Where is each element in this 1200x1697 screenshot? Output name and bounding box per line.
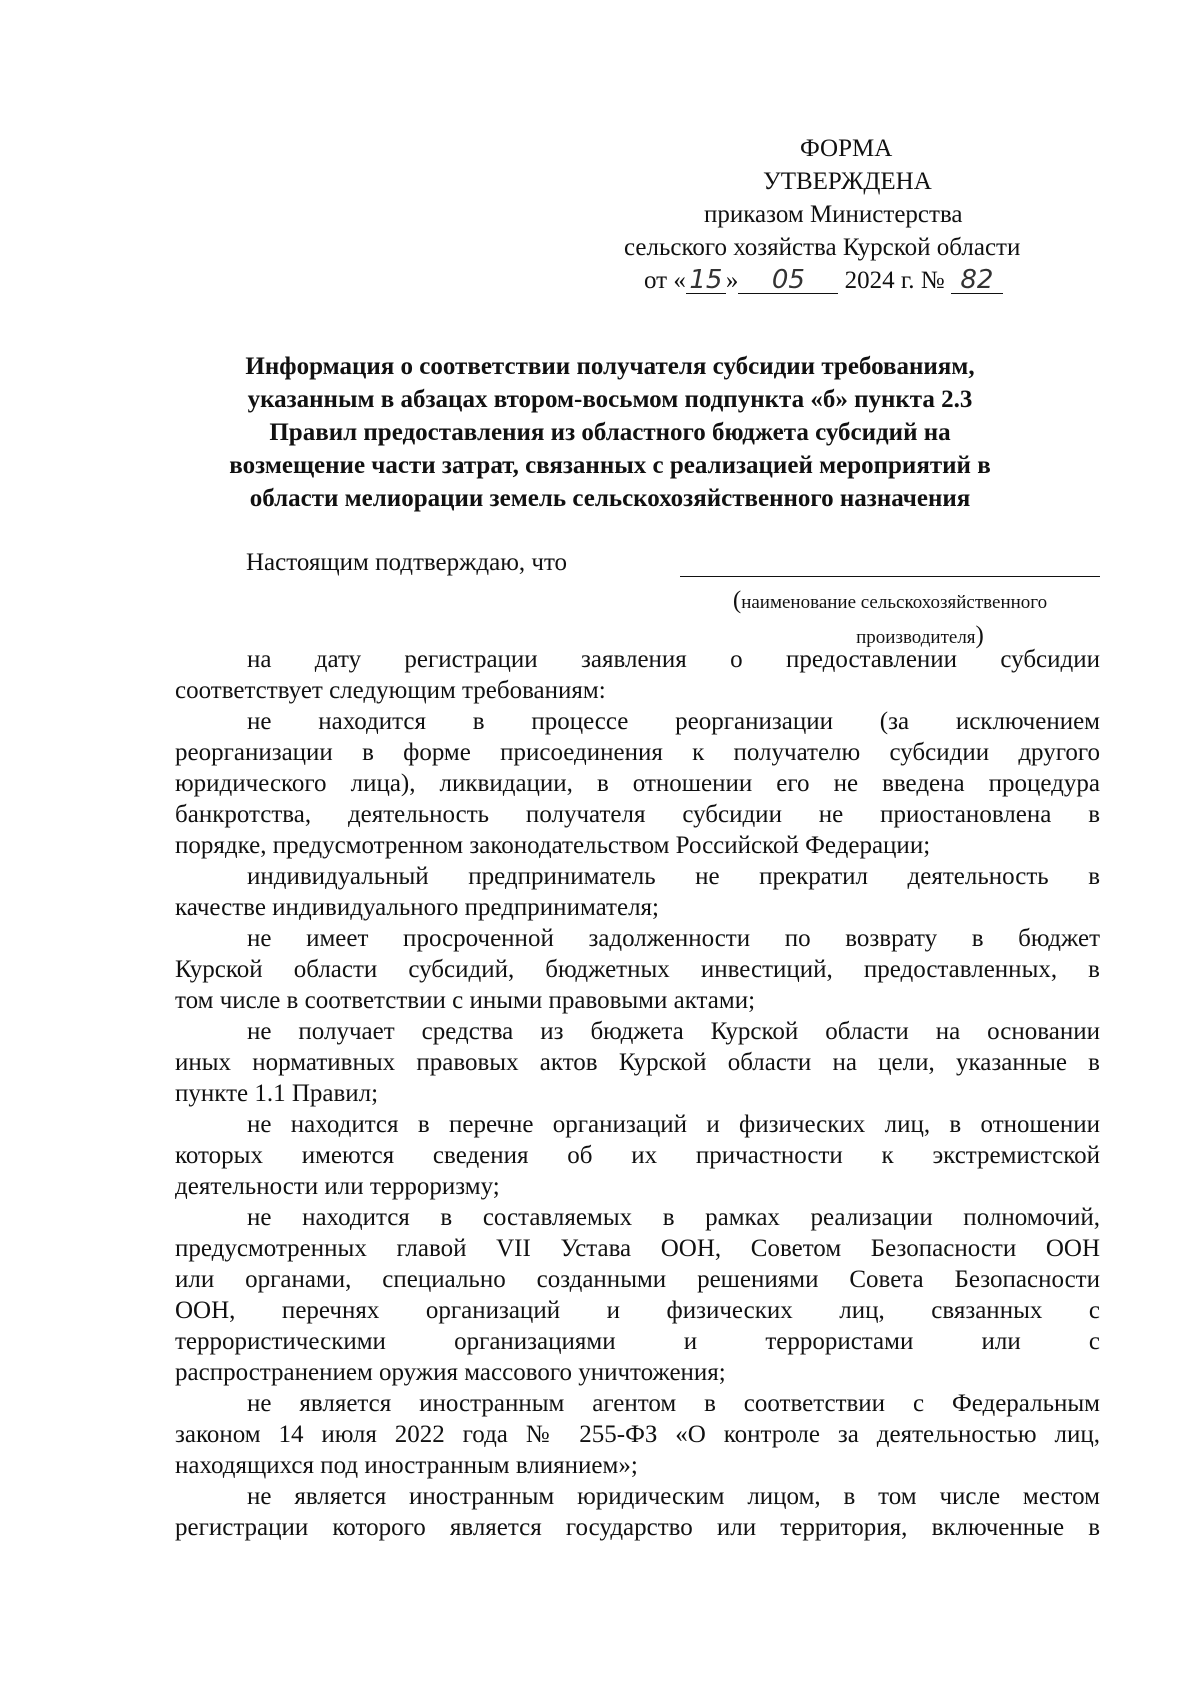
- paragraph-line: находящихся под иностранным влиянием»;: [175, 1452, 638, 1479]
- paragraph-line: пункте 1.1 Правил;: [175, 1080, 379, 1107]
- requirement-paragraph: [175, 1202, 1100, 1388]
- paragraph-line: не находится в процессе реорганизации (за исключением: [247, 708, 1100, 735]
- paragraph-line: качестве индивидуального предпринимателя;: [175, 894, 659, 921]
- paragraph-line: не находится в составляемых в рамках реализации полномочий,: [247, 1204, 1100, 1231]
- approval-stamp: [600, 132, 1100, 297]
- title-line: возмещение части затрат, связанных с реализацией мероприятий в: [229, 452, 991, 479]
- handwritten-day: 15: [686, 267, 726, 294]
- requirement-paragraph: [175, 1016, 1100, 1109]
- paragraph-line: реорганизации в форме присоединения к получателю субсидии другого: [175, 739, 1100, 766]
- caption-open-paren: (: [732, 587, 742, 614]
- paragraph-line: регистрации которого является государство или территория, включенные в: [175, 1514, 1100, 1541]
- caption-line-1: наименование сельскохозяйственного: [741, 592, 1048, 613]
- title-line: Правил предоставления из областного бюджета субсидий на: [269, 419, 951, 446]
- approval-ministry: сельского хозяйства Курской области: [624, 234, 1021, 261]
- handwritten-order-number: 82: [951, 267, 1003, 294]
- requirement-paragraph: [175, 923, 1100, 1016]
- requirement-paragraph: [175, 861, 1100, 923]
- paragraph-line: законом 14 июля 2022 года № 255-ФЗ «О контроле за деятельностью лиц,: [175, 1421, 1100, 1448]
- document-title: [160, 350, 1060, 515]
- paragraph-line: соответствует следующим требованиям:: [175, 677, 606, 704]
- paragraph-line: террористическими организациями и террористами или с: [175, 1328, 1100, 1355]
- approval-order-label: приказом Министерства: [704, 201, 963, 228]
- paragraph-line: не имеет просроченной задолженности по возврату в бюджет: [247, 925, 1100, 952]
- date-prefix: от «: [644, 267, 686, 294]
- paragraph-line: юридического лица), ликвидации, в отношении его не введена процедура: [175, 770, 1100, 797]
- producer-name-blank: [680, 576, 1100, 577]
- paragraph-line: Курской области субсидий, бюджетных инвестиций, предоставленных, в: [175, 956, 1100, 983]
- paragraph-line: распространением оружия массового уничтожения;: [175, 1359, 726, 1386]
- paragraph-line: не находится в перечне организаций и физических лиц, в отношении: [247, 1111, 1100, 1138]
- paragraph-line: на дату регистрации заявления о предоставлении субсидии: [247, 646, 1100, 673]
- paragraph-line: том числе в соответствии с иными правовыми актами;: [175, 987, 756, 1014]
- approval-date-line: [600, 264, 1100, 297]
- title-line: Информация о соответствии получателя субсидии требованиям,: [245, 353, 975, 380]
- paragraph-line: деятельности или терроризму;: [175, 1173, 500, 1200]
- requirement-paragraph: [175, 644, 1100, 706]
- title-line: области мелиорации земель сельскохозяйственного назначения: [249, 485, 971, 512]
- date-year: 2024 г. №: [844, 267, 945, 294]
- paragraph-line: иных нормативных правовых актов Курской области на цели, указанные в: [175, 1049, 1100, 1076]
- requirement-paragraph: [175, 1388, 1100, 1481]
- approval-form-label: ФОРМА: [800, 135, 893, 162]
- paragraph-line: порядке, предусмотренном законодательством Российской Федерации;: [175, 832, 931, 859]
- caption-line-2: производителя: [856, 627, 976, 648]
- paragraph-line: или органами, специально созданными решениями Совета Безопасности: [175, 1266, 1100, 1293]
- paragraph-line: которых имеются сведения об их причастности к экстремистской: [175, 1142, 1100, 1169]
- confirm-text: Настоящим подтверждаю, что: [246, 549, 568, 576]
- handwritten-month: 05: [738, 267, 838, 294]
- requirement-paragraph: [175, 1481, 1100, 1543]
- requirement-paragraph: [175, 706, 1100, 861]
- requirement-paragraph: [175, 1109, 1100, 1202]
- paragraph-line: не получает средства из бюджета Курской области на основании: [247, 1018, 1100, 1045]
- paragraph-line: предусмотренных главой VII Устава ООН, Советом Безопасности ООН: [175, 1235, 1100, 1262]
- paragraph-line: индивидуальный предприниматель не прекратил деятельность в: [247, 863, 1100, 890]
- approval-approved-label: УТВЕРЖДЕНА: [763, 168, 932, 195]
- paragraph-line: банкротства, деятельность получателя субсидии не приостановлена в: [175, 801, 1100, 828]
- paragraph-line: не является иностранным агентом в соответствии с Федеральным: [247, 1390, 1100, 1417]
- title-line: указанным в абзацах втором-восьмом подпункта «б» пункта 2.3: [247, 386, 973, 413]
- caption-close-paren: ): [975, 622, 984, 649]
- paragraph-line: ООН, перечнях организаций и физических лиц, связанных с: [175, 1297, 1100, 1324]
- requirements-body: [175, 644, 1100, 1543]
- paragraph-line: не является иностранным юридическим лицом, в том числе местом: [247, 1483, 1100, 1510]
- date-day-close: »: [725, 267, 739, 294]
